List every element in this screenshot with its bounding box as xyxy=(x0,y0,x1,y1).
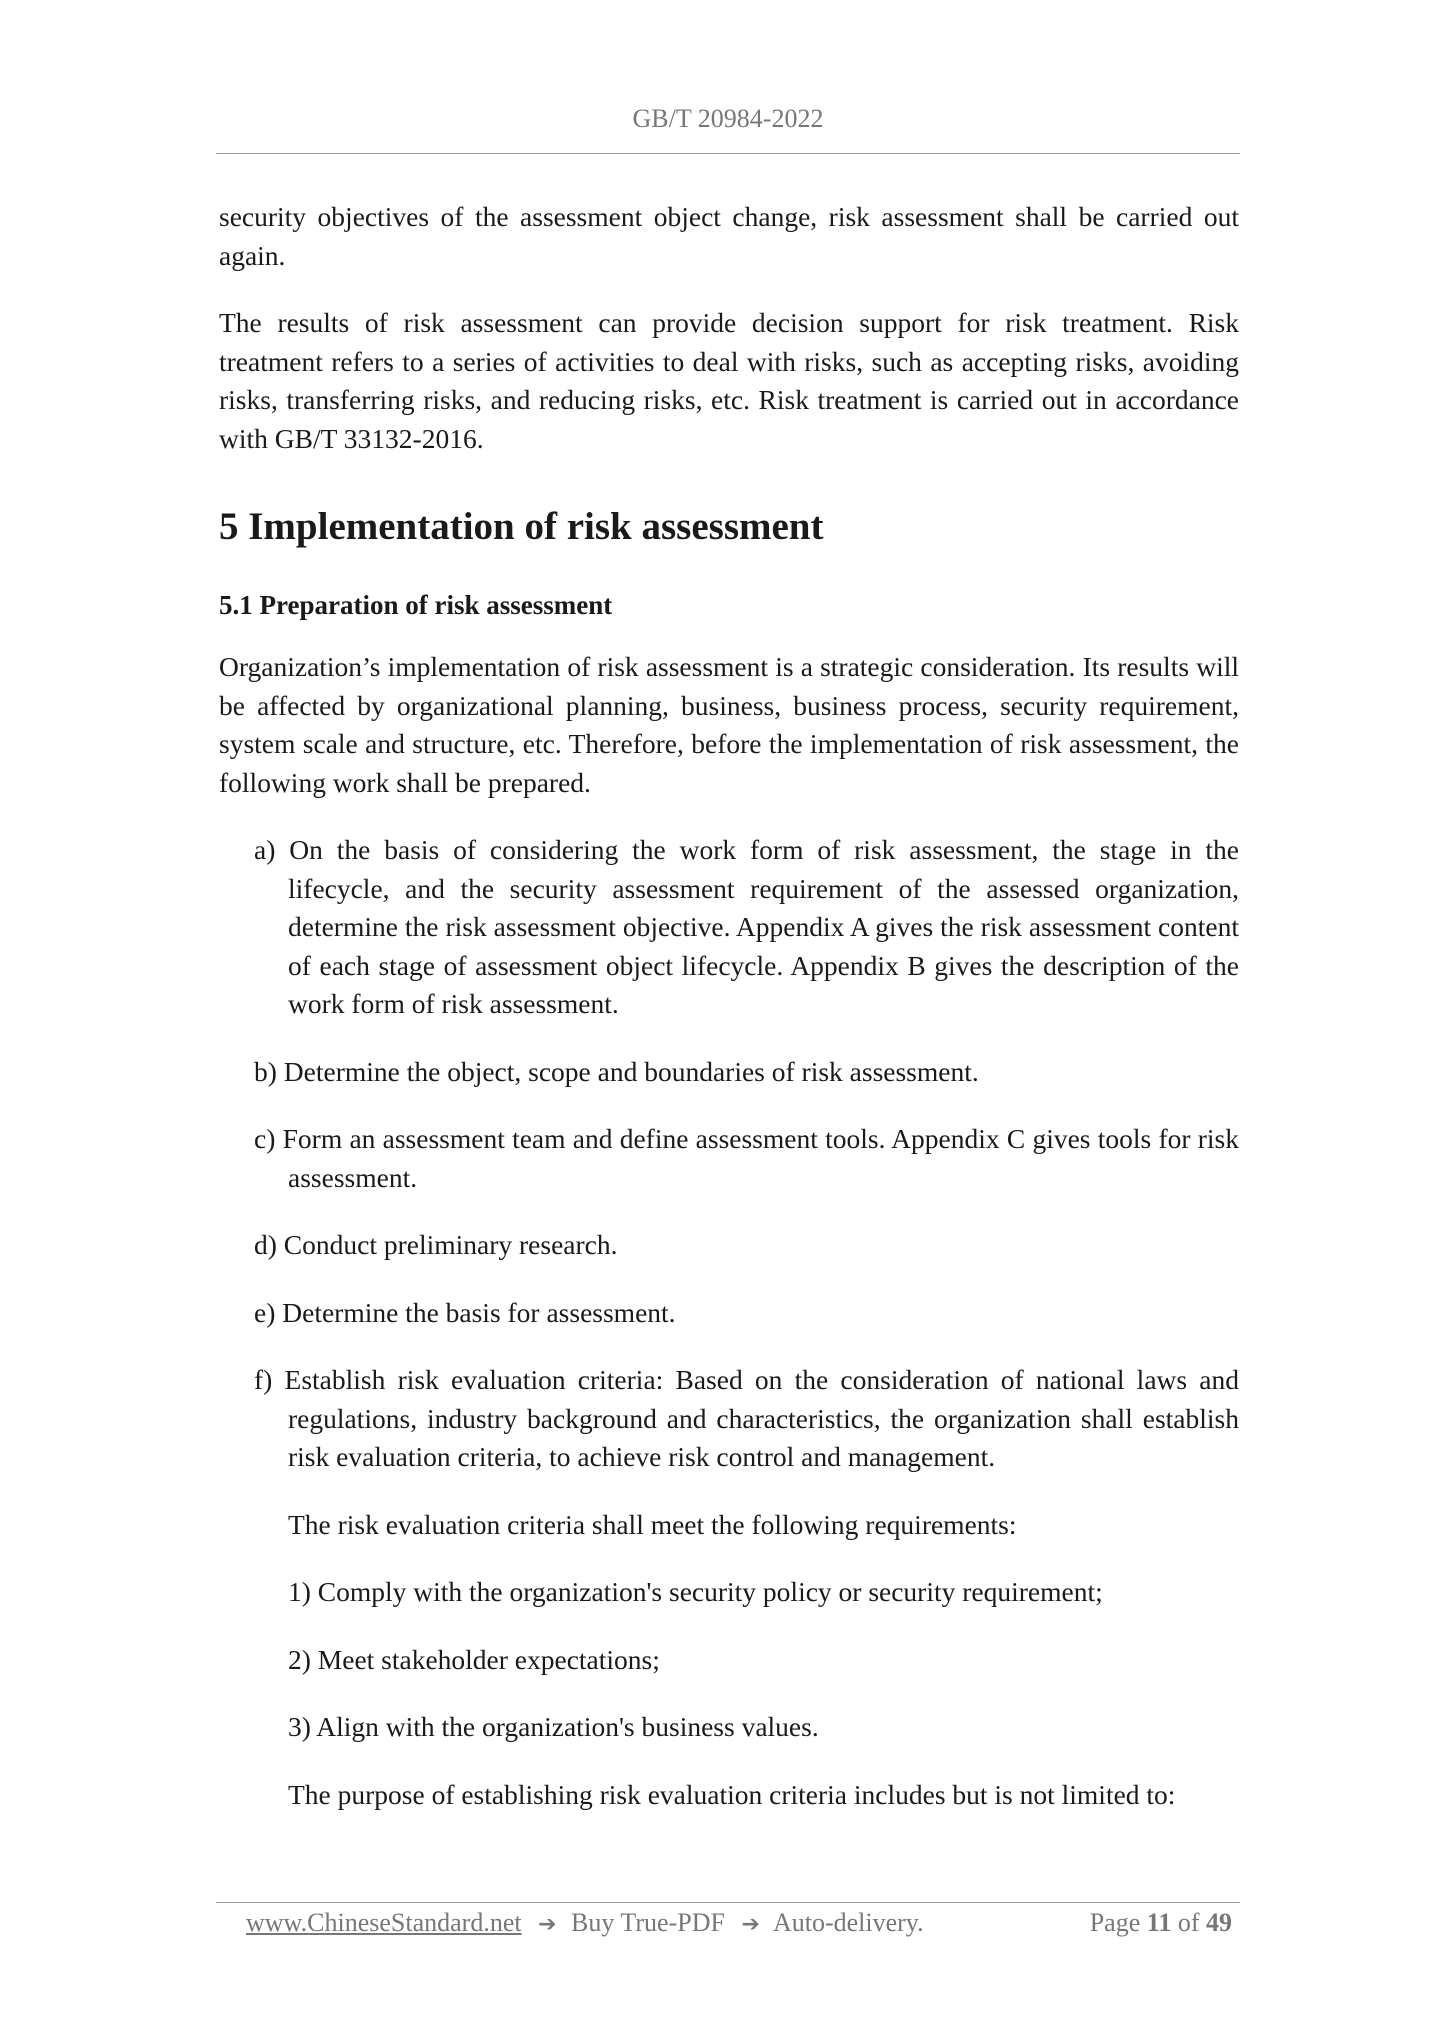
list-marker: a) xyxy=(254,834,276,865)
list-marker: c) xyxy=(254,1123,276,1154)
header-title: GB/T 20984-2022 xyxy=(632,104,824,133)
page-current: 11 xyxy=(1146,1908,1172,1937)
list-marker: e) xyxy=(254,1296,276,1328)
list-item-text: Establish risk evaluation criteria: Based on the consideration of national laws and regulations, industry background and characteristics, the organization shall establish risk evaluation criteria, to achieve risk control and management. xyxy=(284,1364,1240,1472)
website-link[interactable]: www.ChineseStandard.net xyxy=(246,1908,522,1937)
list-item-f xyxy=(219,1361,1239,1477)
footer-divider xyxy=(216,1902,1240,1903)
requirement-item: 3) Align with the organization's business values. xyxy=(288,1711,819,1742)
list-item-text: Form an assessment team and define assessment tools. Appendix C gives tools for risk assessment. xyxy=(282,1123,1240,1193)
list-item-b xyxy=(219,1053,1239,1092)
right-arrow-icon: ➔ xyxy=(741,1912,760,1937)
subsection-heading: 5.1 Preparation of risk assessment xyxy=(219,590,613,620)
list-item-d xyxy=(219,1226,1239,1265)
list-item-text: Determine the object, scope and boundaries of risk assessment. xyxy=(283,1055,979,1087)
requirement-item: 1) Comply with the organization's security policy or security requirement; xyxy=(288,1576,1103,1607)
buy-pdf-text: Buy True-PDF xyxy=(571,1908,725,1937)
page-total: 49 xyxy=(1206,1908,1232,1937)
list-marker: d) xyxy=(254,1229,277,1260)
list-marker: f) xyxy=(254,1364,273,1395)
paragraph-continuation: security objectives of the assessment object change, risk assessment shall be carried out again. xyxy=(219,201,1239,271)
paragraph-risk-treatment: The results of risk assessment can provide decision support for risk treatment. Risk treatment refers to a series of activities to deal with risks, such as accepting risks, avoiding risks, transferring risks, and reducing risks, etc. Risk treatment is carried out in accordance with GB/T 33132-2016. xyxy=(219,307,1239,454)
paragraph-preparation: Organization’s implementation of risk assessment is a strategic consideration. Its results will be affected by organizational planning, business, business process, security requirement, system scale and structure, etc. Therefore, before the implementation of risk assessment, the following work shall be prepared. xyxy=(219,651,1239,798)
list-item-text: On the basis of considering the work form of risk assessment, the stage in the lifecycle, and the security assessment requirement of the assessed organization, determine the risk assessment objective. Appendix A gives the risk assessment content of each stage of assessment object lifecycle. Appendix B gives the description of the work form of risk assessment. xyxy=(288,834,1240,1019)
page-footer xyxy=(246,1908,1232,1946)
page-of: of xyxy=(1177,1908,1200,1937)
requirement-item: 2) Meet stakeholder expectations; xyxy=(288,1643,660,1675)
page-content xyxy=(219,198,1239,1843)
list-item-c xyxy=(219,1120,1239,1197)
section-heading: 5 Implementation of risk assessment xyxy=(219,505,824,548)
footer-promo xyxy=(246,1908,924,1938)
criteria-intro: The risk evaluation criteria shall meet the following requirements: xyxy=(288,1508,1017,1540)
list-item-a xyxy=(219,831,1239,1024)
purpose-intro: The purpose of establishing risk evaluation criteria includes but is not limited to: xyxy=(288,1778,1176,1810)
auto-delivery-text: Auto-delivery. xyxy=(772,1908,924,1937)
list-item-text: Determine the basis for assessment. xyxy=(282,1296,676,1328)
list-marker: b) xyxy=(254,1055,277,1087)
list-item-text: Conduct preliminary research. xyxy=(283,1229,618,1260)
right-arrow-icon: ➔ xyxy=(538,1912,557,1937)
page-number xyxy=(1090,1908,1232,1938)
list-item-e xyxy=(219,1294,1239,1333)
page-label: Page xyxy=(1089,1908,1141,1937)
header-divider xyxy=(216,153,1240,154)
